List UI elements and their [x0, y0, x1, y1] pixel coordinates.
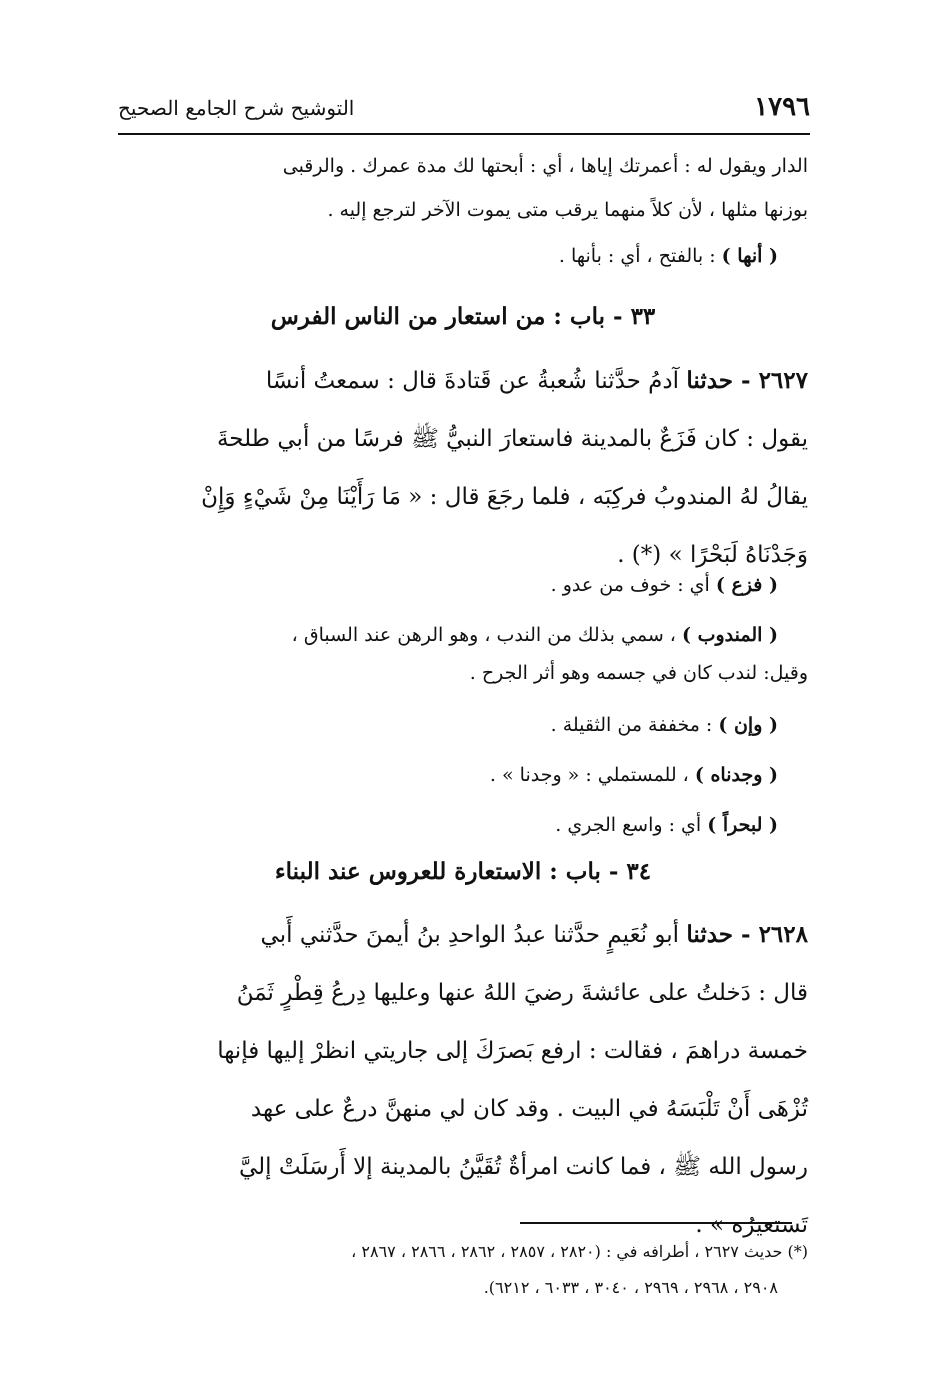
chapter-title: ٣٤ - باب : الاستعارة للعروس عند البناء	[274, 858, 652, 885]
hadith-line: رسول الله ﷺ ، فما كانت امرأةٌ تُقَيَّنُ بالمدينة إلا أَرسَلَتْ إليَّ	[238, 1154, 808, 1180]
hadith-2627-notes	[118, 560, 808, 850]
intro-paragraph	[118, 144, 808, 278]
header-rule	[118, 133, 810, 135]
note-mandub	[118, 616, 808, 654]
running-title: التوشيح شرح الجامع الصحيح	[118, 96, 355, 120]
hadith-line: خمسة دراهمَ ، فقالت : ارفع بَصرَكَ إلى جاريتي انظرْ إليها فإنها	[217, 1038, 808, 1064]
note-text: : بالفتح ، أي : بأنها .	[558, 245, 722, 267]
hadith-number: ٢٦٢٨ - حدثنا	[686, 921, 808, 948]
footnote-rule	[520, 1222, 792, 1224]
note-term: ( أنها )	[721, 245, 778, 267]
note-term: ( وجدناه )	[694, 764, 778, 786]
note-bahr	[118, 800, 808, 850]
note-line: وقيل: لندب كان في جسمه وهو أثر الجرح .	[469, 662, 808, 684]
footnote	[118, 1234, 808, 1306]
hadith-line: تَستعيرُه » .	[695, 1212, 808, 1238]
note-wain	[118, 700, 808, 750]
note-wajadnah	[118, 750, 808, 800]
hadith-line	[118, 906, 808, 964]
note-term: ( لبحراً )	[707, 814, 778, 836]
chapter-title: ٣٣ - باب : من استعار من الناس الفرس	[270, 303, 656, 330]
footnote-line: (*) حديث ٢٦٢٧ ، أطرافه في : (٢٨٢٠ ، ٢٨٥٧ ، ٢٨٦٢ ، ٢٨٦٦ ، ٢٨٦٧ ،	[351, 1242, 808, 1261]
note-text: : مخففة من الثقيلة .	[550, 714, 719, 736]
note-term: ( المندوب )	[681, 624, 778, 646]
note-text: أي : خوف من عدو .	[550, 574, 716, 596]
hadith-line: قال : دَخلتُ على عائشةَ رضيَ اللهُ عنها وعليها دِرعُ قِطْرٍ ثَمَنُ	[236, 980, 808, 1006]
note-anha	[118, 234, 808, 278]
note-fazaa	[118, 560, 808, 610]
intro-line: الدار ويقول له : أعمرتك إياها ، أي : أبحتها لك مدة عمرك . والرقبى	[282, 155, 808, 177]
hadith-text: أبو نُعَيمٍ حدَّثنا عبدُ الواحدِ بنُ أيمنَ حدَّثني أَبي	[260, 922, 687, 948]
hadith-text: آدمُ حدَّثنا شُعبةُ عن قَتادةَ قال : سمعتُ أنسًا	[265, 368, 687, 394]
intro-line: بوزنها مثلها ، لأن كلاً منهما يرقب متى يموت الآخر لترجع إليه .	[327, 199, 808, 221]
note-term: ( وإن )	[718, 714, 778, 736]
footnote-line: ٢٩٠٨ ، ٢٩٦٨ ، ٢٩٦٩ ، ٣٠٤٠ ، ٦٠٣٣ ، ٦٢١٢).	[483, 1278, 778, 1297]
hadith-number: ٢٦٢٧ - حدثنا	[686, 367, 808, 394]
hadith-line: تُزْهَى أَنْ تَلْبَسَهُ في البيت . وقد كان لي منهنَّ درعٌ على عهد	[250, 1096, 808, 1122]
page-number: ١٧٩٦	[754, 92, 810, 122]
note-text: ، للمستملي : « وجدنا » .	[489, 764, 695, 786]
hadith-2628	[118, 906, 808, 1254]
hadith-line: وَجَدْنَاهُ لَبَحْرًا » (*) .	[617, 542, 808, 568]
note-term: ( فزع )	[715, 574, 778, 596]
hadith-line: يقول : كان فَزَعٌ بالمدينة فاستعارَ النبيُّ ﷺ فرسًا من أبي طلحةَ	[216, 426, 808, 452]
hadith-line	[118, 352, 808, 410]
note-text: ، سمي بذلك من الندب ، وهو الرهن عند السباق ،	[291, 624, 682, 646]
note-text: أي : واسع الجري .	[555, 814, 708, 836]
page-header	[118, 88, 810, 128]
hadith-line: يقالُ لهُ المندوبُ فركِبَه ، فلما رجَعَ قال : « مَا رَأَيْنَا مِنْ شَيْءٍ وَإِنْ	[201, 484, 808, 510]
hadith-2627	[118, 352, 808, 584]
